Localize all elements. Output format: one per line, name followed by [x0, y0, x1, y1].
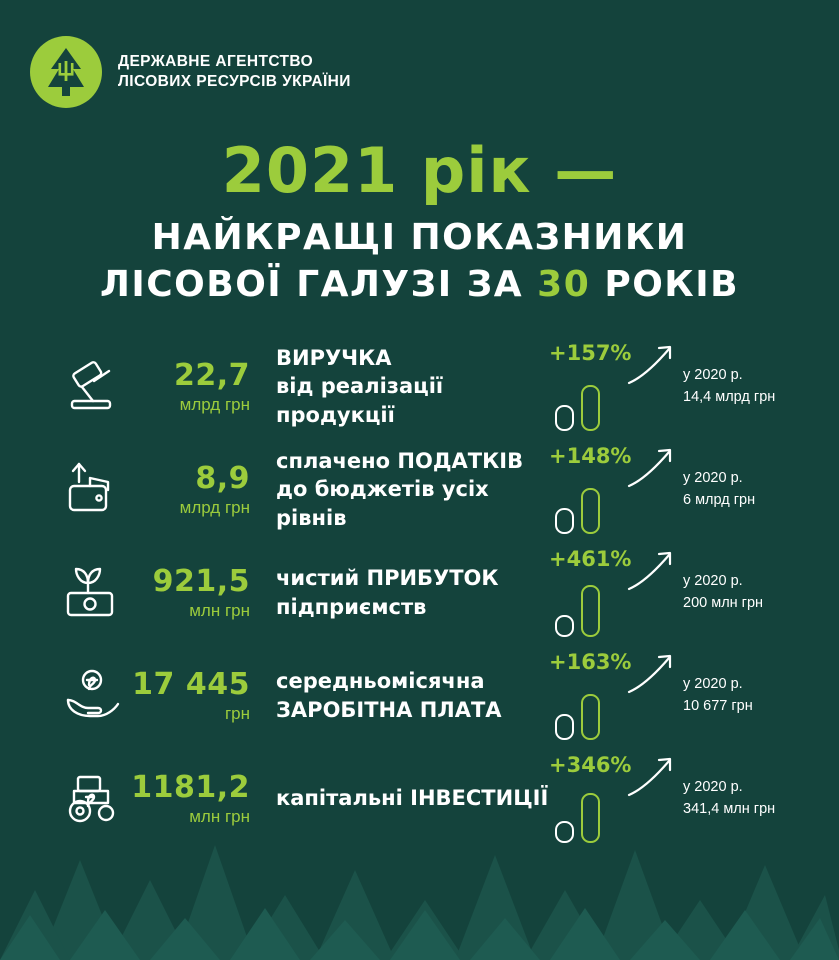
bar-2021	[581, 385, 600, 431]
stat-chart-revenue	[549, 341, 679, 433]
note-year: у 2020 р.	[683, 779, 743, 796]
hand-hryvnia-coin-icon	[56, 666, 130, 726]
bar-2021	[581, 694, 600, 740]
value-number: 17 445	[132, 667, 250, 702]
growth-percent: +461%	[549, 546, 632, 571]
stat-row-salary	[0, 644, 839, 747]
value-unit: млрд грн	[179, 395, 250, 414]
title-block	[0, 134, 839, 305]
note-value: 6 млрд грн	[683, 491, 756, 508]
growth-arrow-icon	[625, 343, 677, 387]
label-line1: середньомісячна	[276, 669, 485, 694]
label-line1: чистий ПРИБУТОК	[276, 566, 499, 591]
stat-label-revenue	[260, 344, 549, 429]
label-line2: ЗАРОБІТНА ПЛАТА	[276, 697, 502, 722]
bar-2021	[581, 793, 600, 843]
stat-value-taxes	[130, 461, 260, 518]
agency-name-line1: ДЕРЖАВНЕ АГЕНТСТВО	[118, 52, 314, 70]
stat-label-salary	[260, 667, 549, 724]
stats-list	[0, 335, 839, 850]
stat-value-salary	[130, 667, 260, 724]
stat-value-revenue	[130, 358, 260, 415]
stat-note-taxes	[679, 468, 839, 510]
growth-arrow-icon	[625, 652, 677, 696]
note-value: 341,4 млн грн	[683, 800, 776, 817]
subtitle-post: РОКІВ	[590, 264, 740, 305]
stat-row-profit	[0, 541, 839, 644]
growth-arrow-icon	[625, 755, 677, 799]
note-year: у 2020 р.	[683, 573, 743, 590]
stat-value-investments	[130, 770, 260, 827]
tractor-hryvnia-icon	[56, 769, 130, 829]
agency-name-line2: ЛІСОВИХ РЕСУРСІВ УКРАЇНИ	[118, 73, 351, 90]
mini-bars	[555, 694, 600, 740]
page-subtitle-line1: НАЙКРАЩІ ПОКАЗНИКИ	[151, 217, 688, 258]
growth-arrow-icon	[625, 549, 677, 593]
note-value: 14,4 млрд грн	[683, 388, 776, 405]
stat-chart-profit	[549, 547, 679, 639]
stat-note-profit	[679, 571, 839, 613]
stat-label-profit	[260, 564, 549, 621]
label-line1: ВИРУЧКА	[276, 345, 392, 370]
note-year: у 2020 р.	[683, 470, 743, 487]
stat-note-revenue	[679, 365, 839, 407]
stat-row-investments	[0, 747, 839, 850]
label-line2: до бюджетів усіх рівнів	[276, 477, 489, 530]
agency-name	[118, 52, 351, 92]
bar-2021	[581, 585, 600, 637]
mini-bars	[555, 488, 600, 534]
page-subtitle-line2	[0, 264, 839, 305]
growth-percent: +346%	[549, 752, 632, 777]
subtitle-pre: ЛІСОВОЇ ГАЛУЗІ ЗА	[99, 264, 538, 305]
stat-note-investments	[679, 777, 839, 819]
header	[0, 0, 839, 108]
label-line1: капітальні ІНВЕСТИЦІЇ	[276, 786, 549, 811]
stat-note-salary	[679, 674, 839, 716]
mini-bars	[555, 793, 600, 843]
bar-2021	[581, 488, 600, 534]
growth-percent: +148%	[549, 443, 632, 468]
value-unit: млн грн	[189, 601, 250, 620]
page-title: 2021 рік —	[221, 134, 618, 207]
agency-logo	[30, 36, 102, 108]
banknote-sprout-icon	[56, 563, 130, 623]
value-number: 8,9	[195, 461, 250, 496]
stat-label-investments	[260, 784, 549, 812]
value-unit: млн грн	[189, 807, 250, 826]
bar-2020	[555, 714, 574, 740]
value-number: 921,5	[152, 564, 250, 599]
stat-row-taxes	[0, 438, 839, 541]
label-line2: підприємств	[276, 594, 427, 619]
note-value: 10 677 грн	[683, 697, 753, 714]
stat-chart-investments	[549, 753, 679, 845]
stat-row-revenue	[0, 335, 839, 438]
growth-percent: +157%	[549, 340, 632, 365]
growth-percent: +163%	[549, 649, 632, 674]
label-line1: сплачено ПОДАТКІВ	[276, 448, 524, 473]
value-number: 1181,2	[131, 770, 250, 805]
value-number: 22,7	[173, 358, 250, 393]
value-unit: млрд грн	[179, 498, 250, 517]
value-unit: грн	[224, 704, 250, 723]
stat-chart-taxes	[549, 444, 679, 536]
gavel-icon	[56, 359, 130, 415]
bar-2020	[555, 615, 574, 637]
label-line2: від реалізації продукції	[276, 374, 444, 427]
bar-2020	[555, 508, 574, 534]
stat-value-profit	[130, 564, 260, 621]
stat-chart-salary	[549, 650, 679, 742]
tree-trident-emblem-icon	[41, 45, 91, 99]
stat-label-taxes	[260, 447, 549, 532]
note-year: у 2020 р.	[683, 676, 743, 693]
note-value: 200 млн грн	[683, 594, 764, 611]
wallet-money-up-icon	[56, 460, 130, 520]
note-year: у 2020 р.	[683, 367, 743, 384]
mini-bars	[555, 585, 600, 637]
bar-2020	[555, 405, 574, 431]
subtitle-accent-years: 30	[537, 264, 591, 305]
growth-arrow-icon	[625, 446, 677, 490]
bar-2020	[555, 821, 574, 843]
mini-bars	[555, 385, 600, 431]
